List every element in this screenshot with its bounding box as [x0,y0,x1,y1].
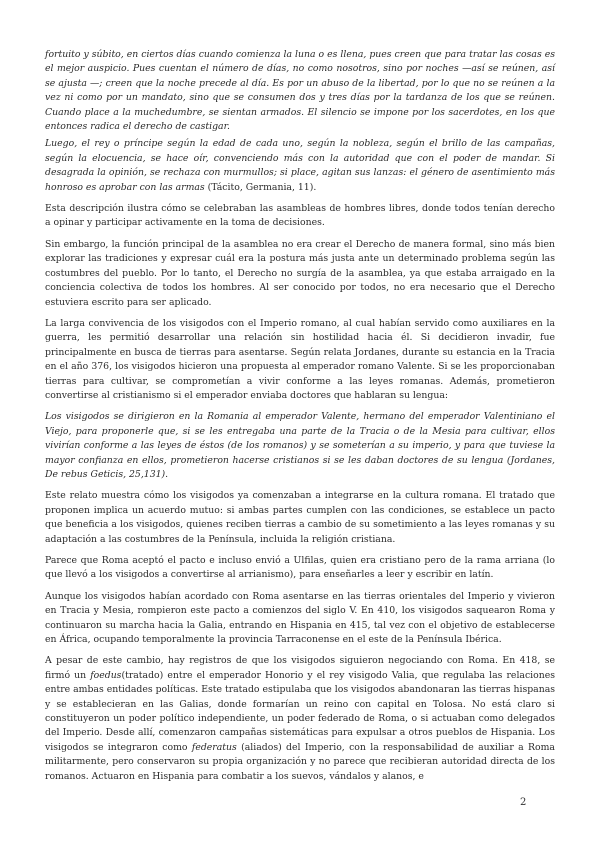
paragraph-pact-broken: Aunque los visigodos habían acordado con Roma asentarse en las tierras orientales del Imperio y vivieron en Tracia y Mesia, rompieron este pacto a comienzos del siglo V. En 410, los visigodos saquearon Roma y continuaron su marcha hacia la Galia, entrando en Hispania en 415, tal vez con el objetivo de establecerse en África, ocupando temporalmente la provincia Tarraconense en el este de la Península Ibérica. [45,590,555,646]
paragraph-ulfilas: Parece que Roma aceptó el pacto e incluso envió a Ulfilas, quien era cristiano pero de la rama arriana (lo que llevó a los visigodos a convertirse al arrianismo), para enseñarles a leer y escribir en latín. [45,555,555,581]
paragraph-foedus [45,654,555,784]
paragraph-assemblies: Esta descripción ilustra cómo se celebraban las asambleas de hombres libres, donde todos tenían derecho a opinar y participar activamente en la toma de decisiones. [45,203,555,229]
foedus-text-a: A pesar de este cambio, hay registros de que los visigodos siguieron negociando con Roma. En 418, se firmó un [45,655,555,681]
tacitus-quote-text: Luego, el rey o príncipe según la edad de cada uno, según la nobleza, según el brillo de las campañas, según la elocuencia, se hace oír, convenciendo más con la autoridad que con el poder de mandar. Si desagrada la opinión, se rechaza con murmullos; si place, agitan sus lanzas: el género de asentimiento más honroso es aprobar con las armas [45,138,555,193]
foedus-text-c: (aliados) del Imperio, con la responsabilidad de auxiliar a Roma militarmente, pero conservaron su propia organización y no parece que recibieran autoridad directa de los romanos. Actuaron en Hispania para combatir a los suevos, vándalos y alanos, e [45,741,555,782]
tacitus-quote-continuation: fortuito y súbito, en ciertos días cuando comienza la luna o es llena, pues creen que para tratar las cosas es el mejor auspicio. Pues cuentan el número de días, no como nosotros, sino por noches —así se reúnen, así se ajusta —; creen que la noche precede al día. Es por un abuso de la libertad, por lo que no se reúnen a la vez ni como por un mandato, sino que se consumen dos y tres días por la tardanza de los que se reúnen. Cuando place a la muchedumbre, se sientan armados. El silencio se impone por los sacerdotes, en los que entonces radica el derecho de castigar. [45,49,555,133]
jordanes-quote: Los visigodos se dirigieron en la Romania al emperador Valente, hermano del emperador Valentiniano el Viejo, para proponerle que, si se les entregaba una parte de la Tracia o de la Mesia para cultivar, ellos vivirían conforme a las leyes de éstos (de los romanos) y se someterían a su imperio, y para que tuviese la mayor confianza en ellos, prometieron hacerse cristianos si se les daban doctores de su lengua (Jordanes, De rebus Geticis, 25,131). [45,411,555,480]
page-body [45,48,555,791]
tacitus-citation: (Tácito, Germania, 11). [207,181,317,193]
foedus-term: foedus [90,669,122,681]
tacitus-quote-king [45,137,555,195]
page-number: 2 [520,797,527,808]
federatus-term: federatus [191,741,237,753]
paragraph-integration: Este relato muestra cómo los visigodos ya comenzaban a integrarse en la cultura romana. El tratado que proponen implica un acuerdo mutuo: si ambas partes cumplen con las condiciones, se establece un pacto que beneficia a los visigodos, quienes reciben tierras a cambio de su sometimiento a las leyes romanas y su adaptación a las costumbres de la Península, incluida la religión cristiana. [45,490,555,545]
paragraph-assembly-function: Sin embargo, la función principal de la asamblea no era crear el Derecho de manera formal, sino más bien explorar las tradiciones y expresar cuál era la postura más justa ante un determinado problema según las costumbres del pueblo. Por lo tanto, el Derecho no surgía de la asamblea, ya que estaba arraigado en la conciencia colectiva de todos los hombres. Al ser conocido por todos, no era necesario que el Derecho estuviera escrito para ser aplicado. [45,238,555,308]
paragraph-visigoths-empire: La larga convivencia de los visigodos con el Imperio romano, al cual habían servido como auxiliares en la guerra, les permitió desarrollar una relación sin hostilidad hacia él. Si decidieron invadir, fue principalmente en busca de tierras para asentarse. Según relata Jordanes, durante su estancia en la Tracia en el año 376, los visigodos hicieron una propuesta al emperador romano Valente. Si se les proporcionaban tierras para cultivar, se comprometían a vivir conforme a las leyes romanas. Además, prometieron convertirse al cristianismo si el emperador enviaba doctores que hablaran su lengua: [45,317,555,401]
foedus-text-b: (tratado) entre el emperador Honorio y el rey visigodo Valia, que regulaba las relaciones entre ambas entidades políticas. Este tratado estipulaba que los visigodos abandonaran las tierras hispanas y se establecieran en las Galias, donde formarían un reino con capital en Tolosa. No está claro si constituyeron un poder político independiente, un poder federado de Roma, o si actuaban como delegados del Imperio. Desde allí, comenzaron campañas sistemáticas para expulsar a otros pueblos de Hispania. Los visigodos se integraron como [45,669,556,753]
